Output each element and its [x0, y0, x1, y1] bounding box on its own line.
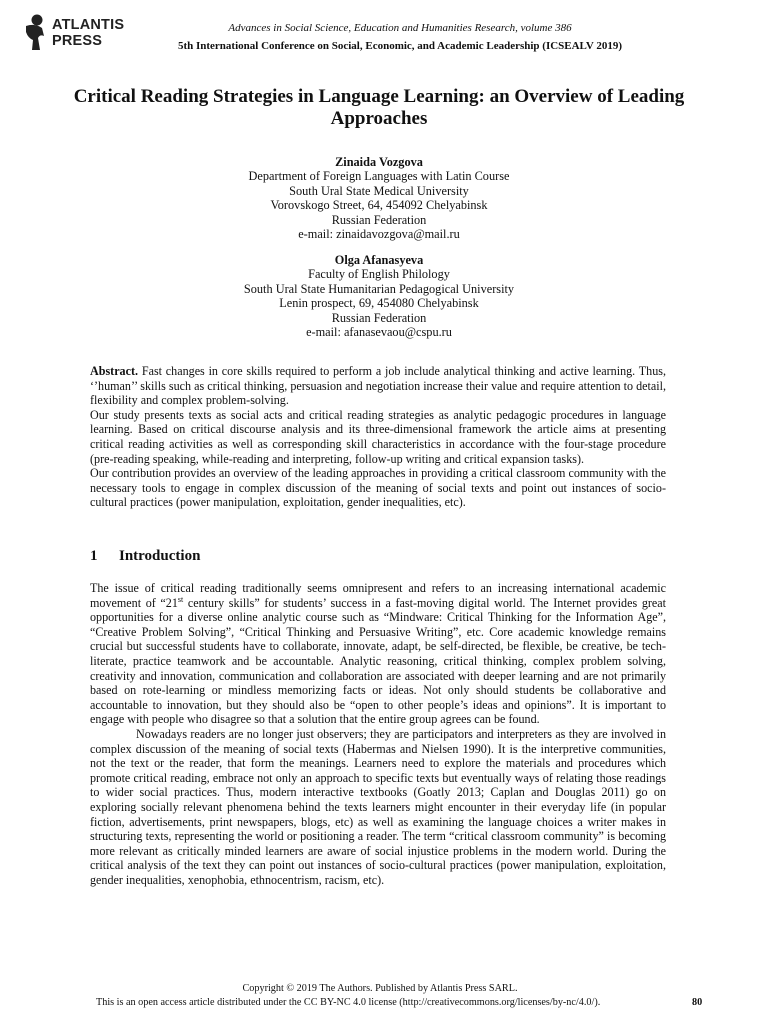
abstract-paragraph: Our contribution provides an overview of the leading approaches in providing a critical classroom community with the necessary tools to engage in complex discussion of the meaning of social texts and point out instances of socio-cultural practices (power manipulation, exploitation, gender inequalities, etc). [90, 466, 666, 510]
body-text-run: century skills” for students’ success in a fast-moving digital world. The Internet provides great opportunities for a diverse online analytic course such as “Mindware: Critical Thinking for the Information Age”, “Creative Problem Solving”, “Critical Thinking and Persuasive Writing”, etc. Core academic knowledge remains crucial but successful students have to collaborate, innovate, adapt, be self-directed, be flexible, be creative, be tech-literate, practice teamwork and be accountable. Analytic reasoning, critical thinking, complex problem solving, creativity and innovation, communication and collaboration are associated with deeper learning and are not primarily based on rote-learning or mindless memorizing facts or ideas. Not only should students be collaborative and accountable to innovation, but they should also be “open to other people’s ideas and opinions”. It is important to engage with people who disagree so that a solution that the entire group agrees can be found. [90, 595, 666, 727]
author-name: Olga Afanasyeva [334, 253, 424, 267]
abstract-paragraph: Our study presents texts as social acts and critical reading strategies as analytic pedagogic procedures in language learning. Based on critical discourse analysis and its three-dimensional framework the article aims at presenting critical reading activities as well as corresponding skill characteristics in accordance with the four-stage procedure (pre-reading speaking, while-reading and interpreting, follow-up writing and critical expansion tasks). [90, 407, 666, 466]
footer-copyright: Copyright © 2019 The Authors. Published by Atlantis Press SARL. [242, 983, 518, 994]
abstract-text: Fast changes in core skills required to perform a job include analytical thinking and active learning. Thus, ‘’human’’ skills such as critical thinking, persuasion and negotiation increase their value and require attention to detail, flexibility and complex problem-solving. [90, 364, 666, 408]
author-name: Zinaida Vozgova [335, 155, 423, 169]
logo-line-2: PRESS [52, 33, 103, 49]
section-number: 1 [90, 548, 98, 564]
author-block-2 [140, 253, 618, 339]
author-affiliation-line: Russian Federation [331, 212, 427, 227]
body-paragraph: Nowadays readers are no longer just observers; they are participators and interpreters as they are involved in complex discussion of the meaning of social texts (Habermas and Nielsen 1990). It is the interpretive communities, not the text or the reader, that form the meanings. Learners need to explore the materials and procedures which promote critical reading, embrace not only an approach to specific texts but eventually ways of relating those readings to wider social practices. Thus, modern interactive textbooks (Goatly 2013; Caplan and Douglas 2011) go on exploring socially relevant phenomena behind the texts learners might encounter in their everyday life (in popular fiction, advertisements, print newspapers, blogs, etc) as well as examining the language choices a writer makes in structuring texts, representing the world or positioning a reader. The term “critical classroom community” is becoming more relevant as critically minded learners are aware of social injustice problems in the modern world. During the critical analysis of the text they can point out instances of socio-cultural practices (power manipulation, exploitation, gender inequalities, xenophobia, ethnocentrism, racism, etc). [90, 726, 666, 887]
author-affiliation-line: Department of Foreign Languages with Latin Course [248, 169, 510, 184]
author-email: e-mail: zinaidavozgova@mail.ru [298, 227, 460, 242]
body-text-run: The issue of critical reading traditionally seems omnipresent and refers to an increasing international academic movement of “21 [90, 581, 666, 610]
atlas-figure-icon [22, 14, 48, 52]
abstract-paragraph [90, 364, 666, 408]
author-email: e-mail: afanasevaou@cspu.ru [306, 325, 452, 340]
ordinal-superscript: st [177, 594, 184, 604]
section-title: Introduction [119, 548, 201, 564]
author-affiliation-line: South Ural State Medical University [289, 183, 469, 198]
body-paragraph [90, 581, 666, 727]
abstract [90, 364, 666, 510]
publisher-logo [22, 14, 132, 54]
author-block-1 [140, 155, 618, 241]
conference-header: 5th International Conference on Social, Economic, and Academic Leadership (ICSEALV 2019) [177, 40, 623, 52]
section-heading-introduction [90, 548, 200, 565]
author-affiliation-line: Russian Federation [331, 310, 427, 325]
author-affiliation-line: Faculty of English Philology [308, 267, 450, 282]
logo-text [52, 17, 124, 49]
logo-line-1: ATLANTIS [52, 17, 125, 33]
author-affiliation-line: South Ural State Humanitarian Pedagogical University [243, 281, 515, 296]
footer-license: This is an open access article distributed under the CC BY-NC 4.0 license (http://creativecommons.org/licenses/by-nc/4.0/). [96, 997, 601, 1008]
author-affiliation-line: Lenin prospect, 69, 454080 Chelyabinsk [279, 296, 479, 311]
paper-title: Critical Reading Strategies in Language Learning: an Overview of Leading Approaches [73, 86, 685, 129]
author-affiliation-line: Vorovskogo Street, 64, 454092 Chelyabinsk [270, 198, 488, 213]
introduction-body [90, 581, 666, 887]
abstract-label: Abstract. [90, 364, 139, 378]
page-number: 80 [692, 997, 703, 1008]
journal-header: Advances in Social Science, Education and Humanities Research, volume 386 [228, 22, 572, 34]
